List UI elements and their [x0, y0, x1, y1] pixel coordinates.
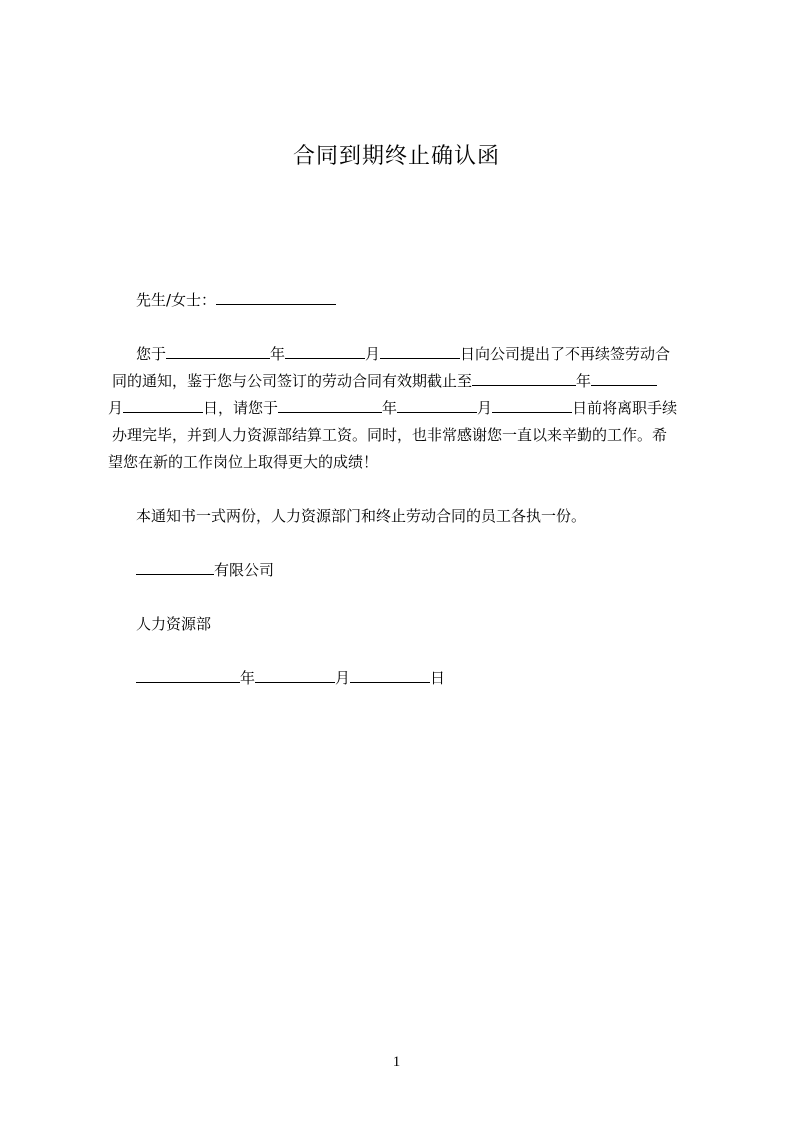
date-blank: [136, 668, 240, 683]
document-title: 合同到期终止确认函: [292, 144, 500, 169]
company-blank: [136, 560, 214, 575]
date-blank: [285, 344, 365, 359]
notice-line: [136, 503, 700, 530]
body-text: 望您在新的工作岗位上取得更大的成绩！: [108, 453, 379, 471]
date-blank: [166, 344, 270, 359]
date-line: [136, 665, 700, 692]
body-text: 日向公司提出了不再续签劳动合: [460, 345, 671, 363]
notice-text: 本通知书一式两份，人力资源部门和终止劳动合同的员工各执一份。: [136, 507, 587, 525]
date-blank: [591, 371, 657, 386]
body-text: 同的通知，鉴于您与公司签订的劳动合同有效期截止至: [112, 372, 473, 390]
date-blank: [397, 398, 477, 413]
page-number: 1: [392, 1054, 401, 1070]
body-text: 年: [576, 372, 592, 390]
date-blank: [255, 668, 335, 683]
company-suffix: 有限公司: [214, 561, 275, 579]
date-month-label: 月: [335, 669, 351, 687]
salutation-label: 先生/女士：: [136, 291, 217, 309]
company-line: [136, 557, 700, 584]
date-blank: [123, 398, 203, 413]
body-line-4: [112, 422, 704, 449]
body-line-3: [108, 395, 700, 422]
body-line-1: [136, 341, 728, 368]
body-text: 日前将离职手续: [572, 399, 678, 417]
department-line: [136, 611, 700, 638]
date-blank: [472, 371, 576, 386]
date-day-label: 日: [430, 669, 446, 687]
salutation-line: [136, 287, 700, 314]
name-blank: [216, 290, 336, 305]
date-blank: [278, 398, 382, 413]
body-line-5: [108, 449, 700, 476]
body-text: 您于: [136, 345, 167, 363]
date-year-label: 年: [240, 669, 256, 687]
body-text: 月: [108, 399, 124, 417]
body-text: 年: [382, 399, 398, 417]
date-blank: [380, 344, 460, 359]
department-name: 人力资源部: [136, 615, 212, 633]
body-text: 月: [477, 399, 493, 417]
body-text: 日，请您于: [203, 399, 279, 417]
body-text: 办理完毕，并到人力资源部结算工资。同时，也非常感谢您一直以来辛勤的工作。希: [112, 426, 668, 444]
body-line-2: [112, 368, 704, 395]
body-text: 月: [365, 345, 381, 363]
body-text: 年: [270, 345, 286, 363]
date-blank: [492, 398, 572, 413]
date-blank: [350, 668, 430, 683]
